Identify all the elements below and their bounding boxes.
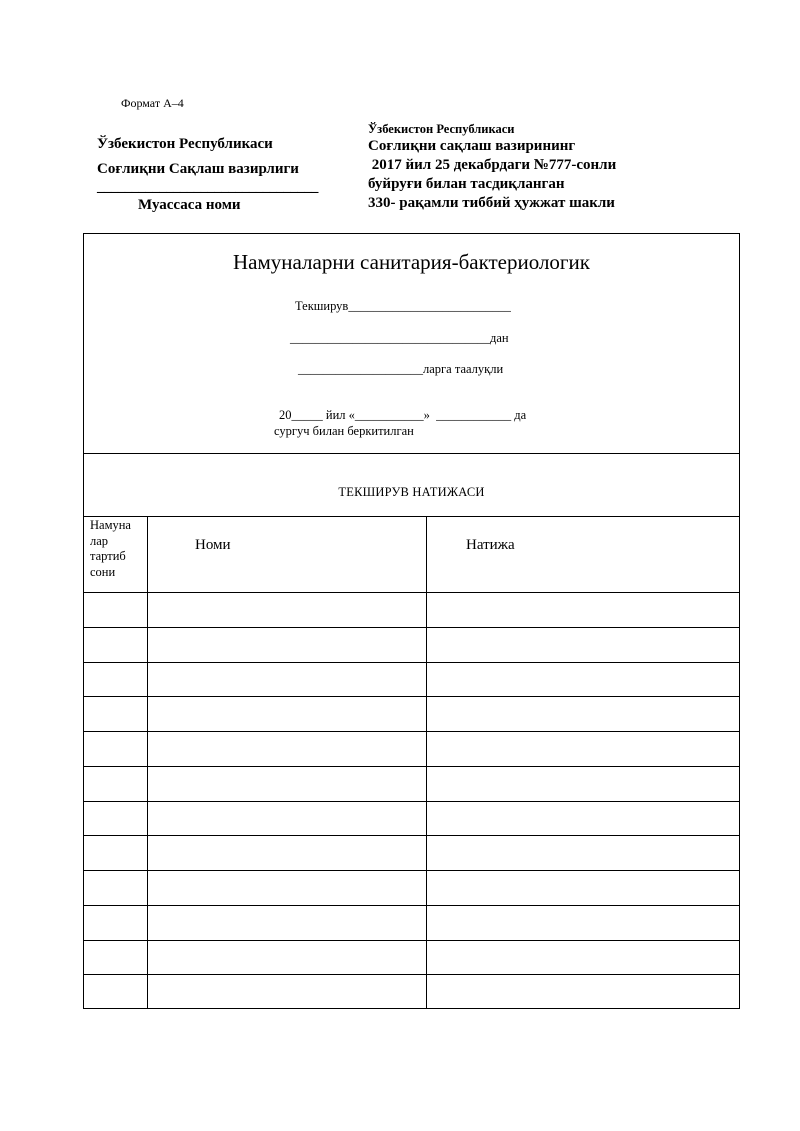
- table-header-border: [83, 592, 740, 593]
- table-row: [83, 835, 740, 836]
- ministry-name: Соғлиқни Сақлаш вазирлиги: [97, 161, 299, 177]
- institution-underline: ________________________________: [97, 179, 318, 195]
- table-row: [83, 905, 740, 906]
- field-dan: ________________________________дан: [290, 331, 509, 345]
- table-row: [83, 974, 740, 975]
- table-column-divider-1: [147, 516, 148, 1009]
- format-label: Формат А–4: [121, 96, 184, 110]
- republic-name: Ўзбекистон Республикаси: [97, 136, 273, 152]
- table-row: [83, 696, 740, 697]
- approval-republic: Ўзбекистон Республикаси: [368, 122, 515, 136]
- table-row: [83, 766, 740, 767]
- approval-minister: Соғлиқни сақлаш вазирининг: [368, 138, 576, 154]
- institution-label: Муассаса номи: [138, 197, 241, 213]
- table-row: [83, 627, 740, 628]
- section-divider: [83, 453, 740, 454]
- column-header-result: Натижа: [466, 537, 515, 553]
- table-top-border: [83, 516, 740, 517]
- column-header-name: Номи: [195, 537, 231, 553]
- field-larga: ____________________ларга таалуқли: [298, 362, 504, 376]
- table-row: [83, 731, 740, 732]
- form-frame: [83, 233, 740, 1009]
- table-row: [83, 870, 740, 871]
- field-tekshiruv: Текширув__________________________: [295, 299, 511, 313]
- table-row: [83, 662, 740, 663]
- field-seal: сургуч билан беркитилган: [274, 424, 414, 438]
- column-header-number: Намуна лар тартиб сони: [90, 518, 131, 579]
- field-date: 20_____ йил «___________» ____________ да: [279, 408, 527, 422]
- table-row: [83, 940, 740, 941]
- approval-form-number: 330- рақамли тиббий ҳужжат шакли: [368, 195, 615, 211]
- table-column-divider-2: [426, 516, 427, 1009]
- results-heading: ТЕКШИРУВ НАТИЖАСИ: [338, 485, 485, 499]
- approval-approved: буйруғи билан тасдиқланган: [368, 176, 565, 192]
- approval-order: 2017 йил 25 декабрдаги №777-сонли: [368, 157, 617, 173]
- form-title: Намуналарни санитария-бактериологик: [233, 250, 590, 274]
- table-row: [83, 801, 740, 802]
